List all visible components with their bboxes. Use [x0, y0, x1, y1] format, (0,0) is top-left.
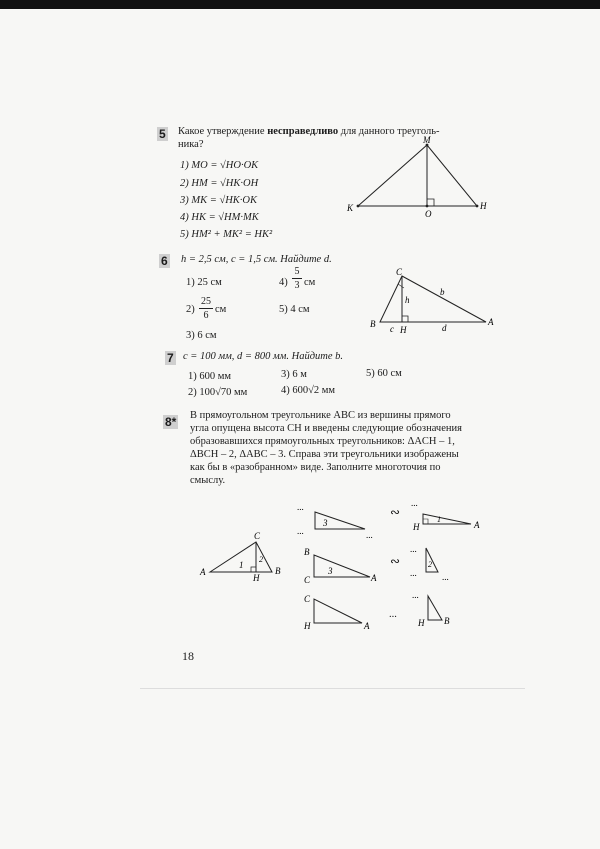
q8-dots: ...	[411, 498, 418, 508]
q7-option-2: 2) 100√70 мм	[188, 387, 248, 398]
q8-dots: ...	[410, 544, 417, 554]
q8-dots: ...	[389, 609, 397, 620]
q6-option-2-unit: см	[215, 304, 227, 315]
q6-label-d: d	[442, 323, 447, 333]
q8-main-label-2: 2	[259, 555, 263, 564]
q5-prompt-post: для данного треуголь-	[338, 126, 440, 137]
q6-option-3: 3) 6 см	[186, 330, 217, 341]
q8-main-label-C: C	[254, 531, 261, 541]
fraction-bar	[292, 278, 302, 279]
q6-number: 6	[161, 254, 168, 268]
q6-option-1: 1) 25 см	[186, 277, 222, 288]
q8-label-A: A	[364, 621, 370, 631]
q8-label-A: A	[474, 520, 480, 530]
q8-label-A: A	[371, 573, 377, 583]
q7-prompt: c = 100 мм, d = 800 мм. Найдите b.	[183, 351, 344, 362]
q8-dots: ...	[442, 572, 449, 582]
q5-option-5: 5) HM² + MK² = HK²	[180, 229, 273, 240]
q7-option-1: 1) 600 мм	[188, 371, 232, 382]
q5-triangle-figure	[345, 135, 495, 220]
q6-prompt: h = 2,5 см, c = 1,5 см. Найдите d.	[181, 254, 332, 265]
page-bottom-edge	[140, 688, 525, 689]
similarity-sign: ∾	[390, 505, 401, 519]
q8-main-label-B: B	[275, 566, 281, 576]
q7-option-3: 3) 6 м	[281, 369, 307, 380]
q5-option-4: 4) HK = √HM·MK	[180, 212, 259, 223]
q5-option-2: 2) HM = √HK·OH	[180, 178, 259, 189]
q8-main-label-H: H	[253, 573, 260, 583]
q8-triangle-1-top	[403, 494, 493, 538]
q6-label-h: h	[405, 295, 410, 305]
q5-option-1: 1) MO = √HO·OK	[180, 160, 259, 171]
page-number: 18	[182, 649, 194, 663]
q8-dots: ...	[412, 590, 419, 600]
q5-prompt-bold: несправедливо	[267, 126, 339, 137]
q6-option-4-prefix: 4)	[279, 277, 288, 288]
q6-option-4-denominator: 3	[294, 280, 300, 291]
scan-top-border	[0, 0, 600, 9]
q5-prompt-pre: Какое утверждение	[178, 126, 268, 137]
q6-label-A: A	[488, 317, 494, 327]
q6-option-2-denominator: 6	[203, 310, 209, 321]
q8-label-H: H	[418, 618, 425, 628]
q6-option-4-unit: см	[304, 277, 316, 288]
q8-triangle-3-top	[293, 498, 385, 542]
q5-label-M: M	[423, 135, 431, 145]
q6-triangle-figure	[368, 266, 498, 336]
q6-option-4-fraction	[292, 266, 302, 291]
q8-label-B: B	[304, 547, 310, 557]
q6-option-5: 5) 4 см	[279, 304, 310, 315]
q6-option-2-fraction	[199, 296, 213, 321]
q8-label-3: 3	[323, 518, 328, 528]
q6-option-2-numerator: 25	[201, 296, 211, 307]
q8-triangle-1-bottom	[300, 593, 382, 635]
q5-prompt-line2: ника?	[178, 139, 204, 150]
q8-line-1: В прямоугольном треугольнике ABC из вершины прямого	[190, 410, 451, 421]
q6-label-H: H	[400, 325, 407, 335]
q8-label-C: C	[304, 594, 311, 604]
q7-option-4: 4) 600√2 мм	[281, 385, 336, 396]
q6-label-b: b	[440, 287, 445, 297]
q8-line-5: как бы в «разобранном» виде. Заполните многоточия по	[190, 462, 441, 473]
q7-option-5: 5) 60 см	[366, 368, 402, 379]
q8-line-6: смыслу.	[190, 475, 226, 486]
q6-option-4-numerator: 5	[294, 266, 300, 277]
q8-dots: ...	[366, 530, 373, 540]
q8-main-label-A: A	[200, 567, 206, 577]
q5-option-3: 3) MK = √HK·OK	[180, 195, 258, 206]
q5-label-O: O	[425, 209, 432, 219]
q8-triangle-3-mid	[298, 545, 388, 591]
q8-dots: ...	[297, 526, 304, 536]
q5-label-H: H	[480, 201, 487, 211]
q8-label-H: H	[304, 621, 311, 631]
fraction-bar	[199, 308, 213, 309]
q5-label-K: K	[347, 203, 354, 213]
q6-label-B: B	[370, 319, 376, 329]
q8-line-3: образовавшихся прямоугольных треугольников: ΔACH – 1,	[190, 436, 455, 447]
q8-triangle-2-bottom	[410, 588, 462, 632]
q6-label-C: C	[396, 267, 403, 277]
q8-line-2: угла опущена высота CH и введены следующие обозначения	[190, 423, 462, 434]
q8-dots: ...	[410, 568, 417, 578]
q8-main-triangle	[198, 528, 290, 583]
q8-label-3: 3	[328, 566, 333, 576]
q8-line-4: ΔBCH – 2, ΔABC – 3. Справа эти треугольники изображены	[190, 449, 459, 460]
q5-number: 5	[159, 127, 166, 141]
q8-label-B: B	[444, 616, 450, 626]
q8-label-2: 2	[428, 560, 432, 569]
q8-label-C: C	[304, 575, 311, 585]
q8-main-label-1: 1	[239, 560, 244, 570]
q6-option-2-prefix: 2)	[186, 304, 195, 315]
similarity-sign: ∾	[390, 554, 401, 568]
q7-number: 7	[167, 351, 174, 365]
q8-triangle-2-mid	[408, 540, 468, 584]
q8-number: 8*	[165, 415, 177, 429]
q8-label-H: H	[413, 522, 420, 532]
q6-label-c: c	[390, 324, 394, 334]
q8-label-1: 1	[437, 515, 441, 524]
q8-dots: ...	[297, 502, 304, 512]
